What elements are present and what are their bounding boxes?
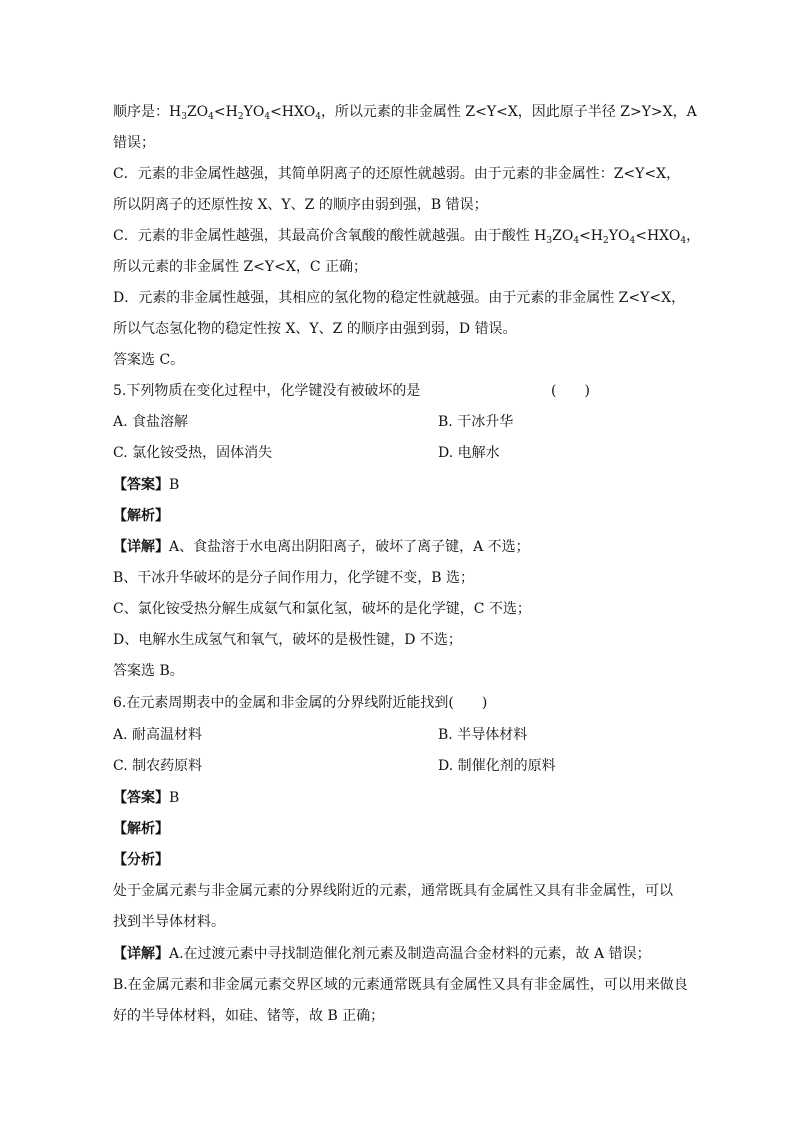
q5-answer bbox=[113, 475, 179, 495]
subscript: 3 bbox=[181, 112, 187, 122]
intro-line-8: 所以气态氢化物的稳定性按 X、Y、Z 的顺序由强到弱，D 错误。 bbox=[113, 321, 517, 337]
q5-detail-line-1 bbox=[113, 537, 530, 557]
q5-answer-value: B bbox=[169, 477, 180, 493]
text: YO bbox=[608, 228, 630, 244]
q5-answer-label: 【答案】 bbox=[113, 477, 169, 493]
subscript: 4 bbox=[629, 236, 636, 246]
intro-line-7: D．元素的非金属性越强，其相应的氢化物的稳定性就越强。由于元素的非金属性 Z<Y<X， bbox=[113, 290, 686, 306]
q5-question: 5.下列物质在变化过程中，化学键没有被破坏的是 bbox=[113, 383, 421, 399]
q6-answer bbox=[113, 788, 179, 808]
intro-line-4: 所以阴离子的还原性按 X、Y、Z 的顺序由弱到强，B 错误； bbox=[113, 197, 488, 213]
text: A、食盐溶于水电离出阴阳离子，破坏了离子键，A 不选； bbox=[169, 539, 530, 555]
q5-option-a: A. 食盐溶解 bbox=[113, 414, 189, 430]
intro-line-3: C．元素的非金属性越强，其简单阴离子的还原性就越弱。由于元素的非金属性：Z<Y<X， bbox=[113, 166, 681, 182]
q6-detail-line-2: B.在金属元素和非金属元素交界区域的元素通常既具有金属性又具有非金属性，可以用来做良 bbox=[113, 977, 688, 993]
text: <HXO bbox=[270, 104, 316, 120]
q6-option-c: C. 制农药原料 bbox=[113, 758, 203, 774]
q5-conclusion: 答案选 B。 bbox=[113, 663, 184, 679]
q6-detail-label: 【详解】 bbox=[113, 946, 169, 962]
text: ，所以元素的非金属性 Z<Y<X，因此原子半径 Z>Y>X，A bbox=[320, 104, 697, 120]
text: ZO bbox=[552, 228, 574, 244]
q6-detail-line-1 bbox=[113, 944, 651, 964]
q6-option-b: B. 半导体材料 bbox=[438, 727, 528, 743]
q5-detail-line-3: C、氯化铵受热分解生成氨气和氯化氢，破坏的是化学键，C 不选； bbox=[113, 601, 531, 617]
q5-option-c: C. 氯化铵受热，固体消失 bbox=[113, 445, 273, 461]
subscript: 4 bbox=[264, 112, 271, 122]
q6-question: 6.在元素周期表中的金属和非金属的分界线附近能找到( ) bbox=[113, 695, 488, 711]
intro-line-2: 错误； bbox=[113, 135, 155, 151]
q6-analysis-label: 【解析】 bbox=[113, 821, 169, 837]
q5-answer-blank: ( ) bbox=[551, 383, 590, 399]
text: ， bbox=[686, 228, 701, 244]
subscript: 2 bbox=[603, 236, 609, 246]
text: 顺序是：H bbox=[113, 104, 182, 120]
q6-option-a: A. 耐高温材料 bbox=[113, 727, 203, 743]
intro-line-6: 所以元素的非金属性 Z<Y<X，C 正确； bbox=[113, 259, 368, 275]
subscript: 3 bbox=[546, 236, 553, 246]
q6-fenxi-line-2: 找到半导体材料。 bbox=[113, 914, 225, 930]
q5-analysis-label: 【解析】 bbox=[113, 508, 169, 524]
q5-detail-line-4: D、电解水生成氢气和氧气，破坏的是极性键，D 不选； bbox=[113, 632, 462, 648]
q5-detail-label: 【详解】 bbox=[113, 539, 169, 555]
text: <H bbox=[579, 228, 604, 244]
text: C．元素的非金属性越强，其最高价含氧酸的酸性就越强。由于酸性 H bbox=[113, 228, 547, 244]
q6-option-d: D. 制催化剂的原料 bbox=[438, 758, 556, 774]
text: ZO bbox=[186, 104, 209, 120]
text: <HXO bbox=[635, 228, 681, 244]
q6-fenxi-label: 【分析】 bbox=[113, 852, 169, 868]
q6-detail-line-3: 好的半导体材料，如硅、锗等，故 B 正确； bbox=[113, 1008, 385, 1024]
q5-detail-line-2: B、干冰升华破坏的是分子间作用力，化学键不变，B 选； bbox=[113, 570, 475, 586]
intro-line-5 bbox=[113, 226, 700, 251]
subscript: 4 bbox=[315, 112, 321, 122]
intro-line-1 bbox=[113, 102, 697, 127]
q6-answer-label: 【答案】 bbox=[113, 790, 169, 806]
q5-option-d: D. 电解水 bbox=[438, 445, 500, 461]
subscript: 2 bbox=[237, 112, 244, 122]
text: <H bbox=[213, 104, 238, 120]
q6-fenxi-line-1: 处于金属元素与非金属元素的分界线附近的元素，通常既具有金属性又具有非金属性，可以 bbox=[113, 883, 673, 899]
text: A.在过渡元素中寻找制造催化剂元素及制造高温合金材料的元素，故 A 错误； bbox=[169, 946, 651, 962]
q5-option-b: B. 干冰升华 bbox=[438, 414, 514, 430]
subscript: 4 bbox=[680, 236, 687, 246]
subscript: 4 bbox=[208, 112, 214, 122]
text: YO bbox=[243, 104, 265, 120]
q6-answer-value: B bbox=[169, 790, 180, 806]
subscript: 4 bbox=[573, 236, 580, 246]
intro-conclusion: 答案选 C。 bbox=[113, 352, 185, 368]
